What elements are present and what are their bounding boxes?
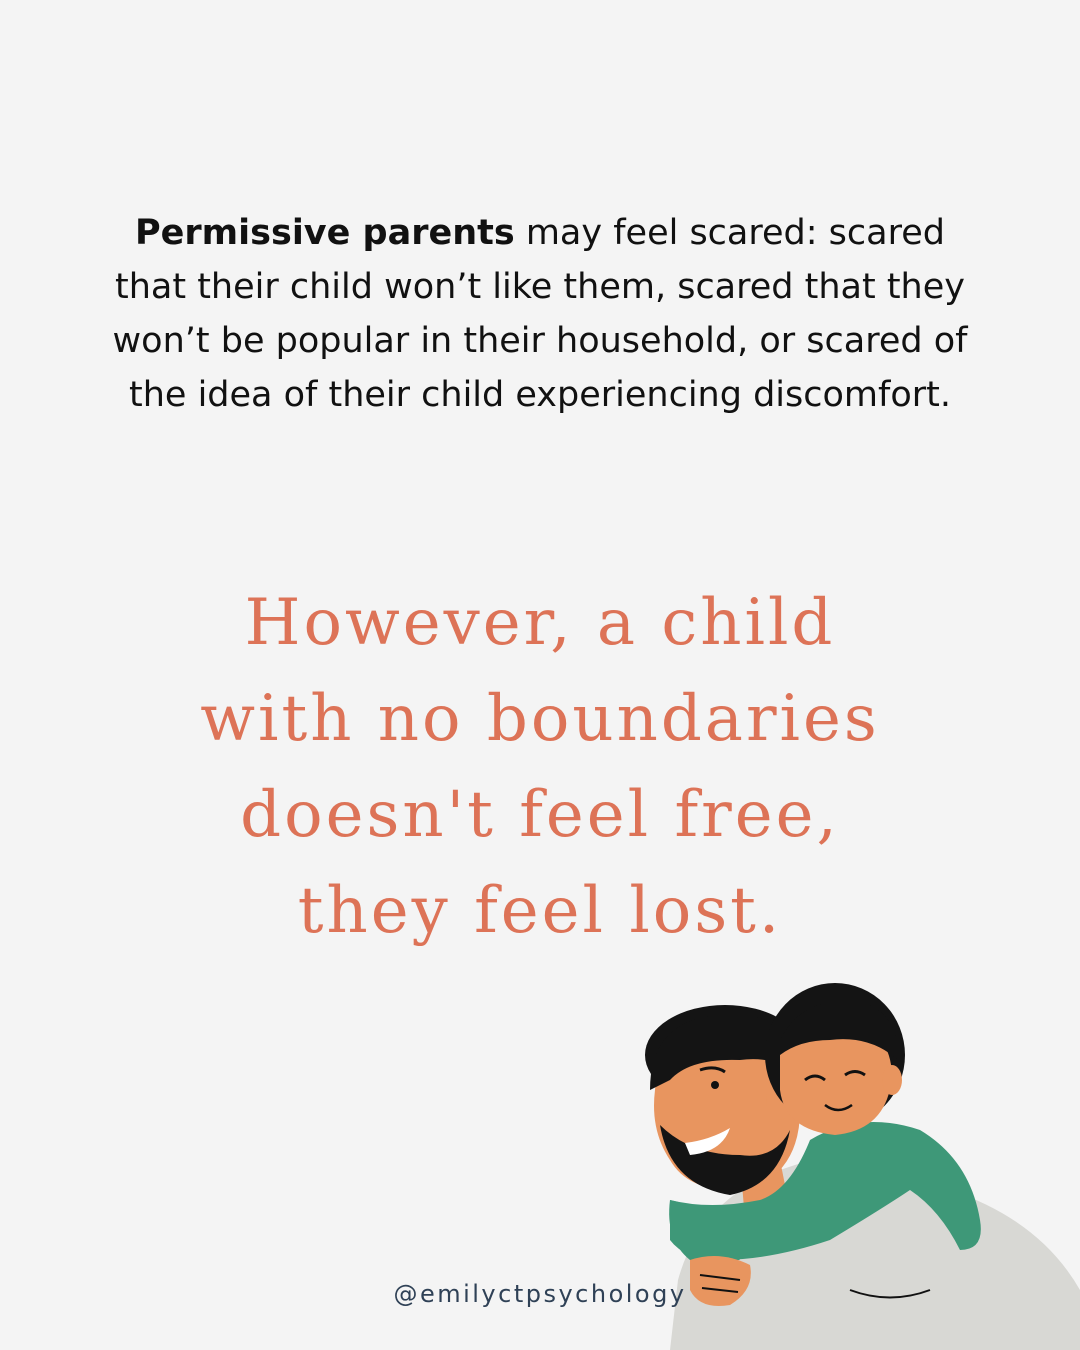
intro-rest: may feel scared: scared that their child won’t like them, scared that they won’t be popular in their household, or scared of the idea of their child experiencing discomfort. — [112, 213, 968, 415]
quote-line-2: with no boundaries — [200, 682, 880, 756]
quote-block — [120, 575, 960, 959]
social-handle: @emilyctpsychology — [393, 1280, 687, 1308]
bold-lead: Permissive parents — [135, 213, 515, 253]
intro-paragraph — [100, 206, 980, 422]
quote-line-4: they feel lost. — [297, 874, 783, 948]
quote-line-1: However, a child — [244, 586, 836, 660]
quote-line-3: doesn't feel free, — [240, 778, 840, 852]
